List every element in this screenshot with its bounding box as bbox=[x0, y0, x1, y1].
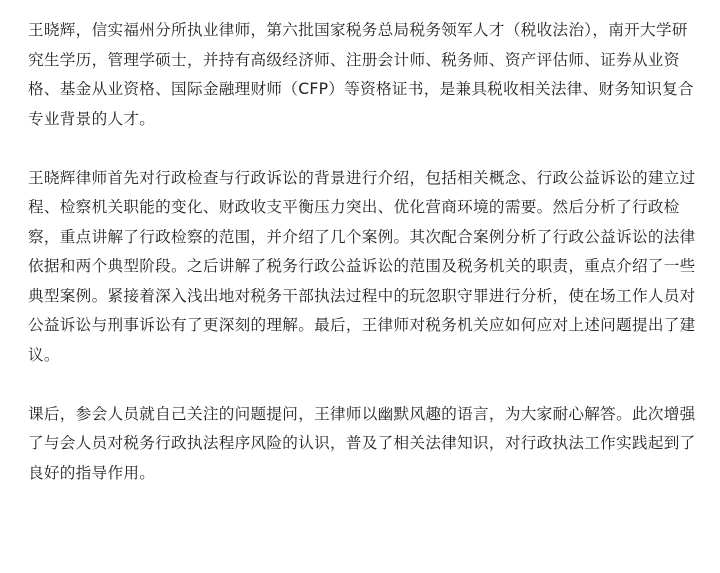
paragraph-lawyer-bio: 王晓辉，信实福州分所执业律师，第六批国家税务总局税务领军人才（税收法治），南开大学研究生学历，管理学硕士，并持有高级经济师、注册会计师、税务师、资产评估师、证券从业资格、基金从业资格、国际金融理财师（CFP）等资格证书，是兼具税收相关法律、财务知识复合专业背景的人才。 bbox=[28, 21, 694, 128]
article-body bbox=[28, 16, 700, 488]
paragraph-qa-summary: 课后，参会人员就自己关注的问题提问，王律师以幽默风趣的语言，为大家耐心解答。此次增强了与会人员对税务行政执法程序风险的认识，普及了相关法律知识，对行政执法工作实践起到了良好的指导作用。 bbox=[28, 404, 696, 482]
paragraph-lecture-content: 王晓辉律师首先对行政检查与行政诉讼的背景进行介绍，包括相关概念、行政公益诉讼的建立过程、检察机关职能的变化、财政收支平衡压力突出、优化营商环境的需要。然后分析了行政检察，重点讲解了行政检察的范围，并介绍了几个案例。其次配合案例分析了行政公益诉讼的法律依据和两个典型阶段。之后讲解了税务行政公益诉讼的范围及税务机关的职责，重点介绍了一些典型案例。紧接着深入浅出地对税务干部执法过程中的玩忽职守罪进行分析，使在场工作人员对公益诉讼与刑事诉讼有了更深刻的理解。最后，王律师对税务机关应如何应对上述问题提出了建议。 bbox=[28, 168, 696, 364]
